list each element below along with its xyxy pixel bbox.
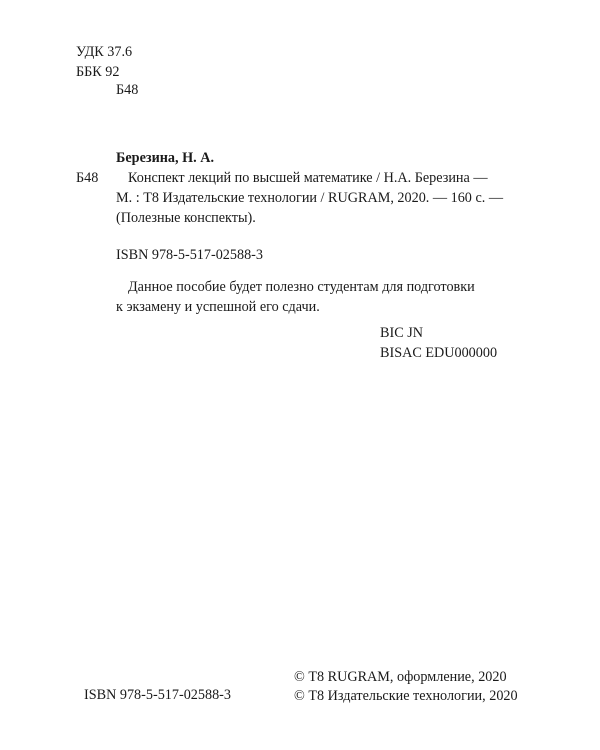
side-author-mark: Б48 [76,170,99,186]
author-name: Березина, Н. А. [116,150,215,166]
annotation-line: к экзамену и успешной его сдачи. [116,299,320,315]
bic-code: BIC JN [380,325,423,341]
description-line: М. : Т8 Издательские технологии / RUGRAM, 2020. — 160 с. — [116,190,504,206]
udk-code: УДК 37.6 [76,44,133,60]
description-line: (Полезные конспекты). [116,210,256,226]
footer-isbn: ISBN 978-5-517-02588-3 [84,687,231,703]
annotation [116,277,516,317]
bisac-code: BISAC EDU000000 [380,345,498,361]
copyright-publisher: © Т8 Издательские технологии, 2020 [294,688,518,704]
annotation-line: Данное пособие будет полезно студентам для подготовки [128,279,475,295]
copyright-design: © Т8 RUGRAM, оформление, 2020 [294,669,507,685]
bibliographic-description [116,168,516,228]
bbk-code: ББК 92 [76,64,120,80]
isbn: ISBN 978-5-517-02588-3 [116,247,263,263]
description-line: Конспект лекций по высшей математике / Н.А. Березина — [128,170,488,186]
author-mark: Б48 [116,82,139,98]
